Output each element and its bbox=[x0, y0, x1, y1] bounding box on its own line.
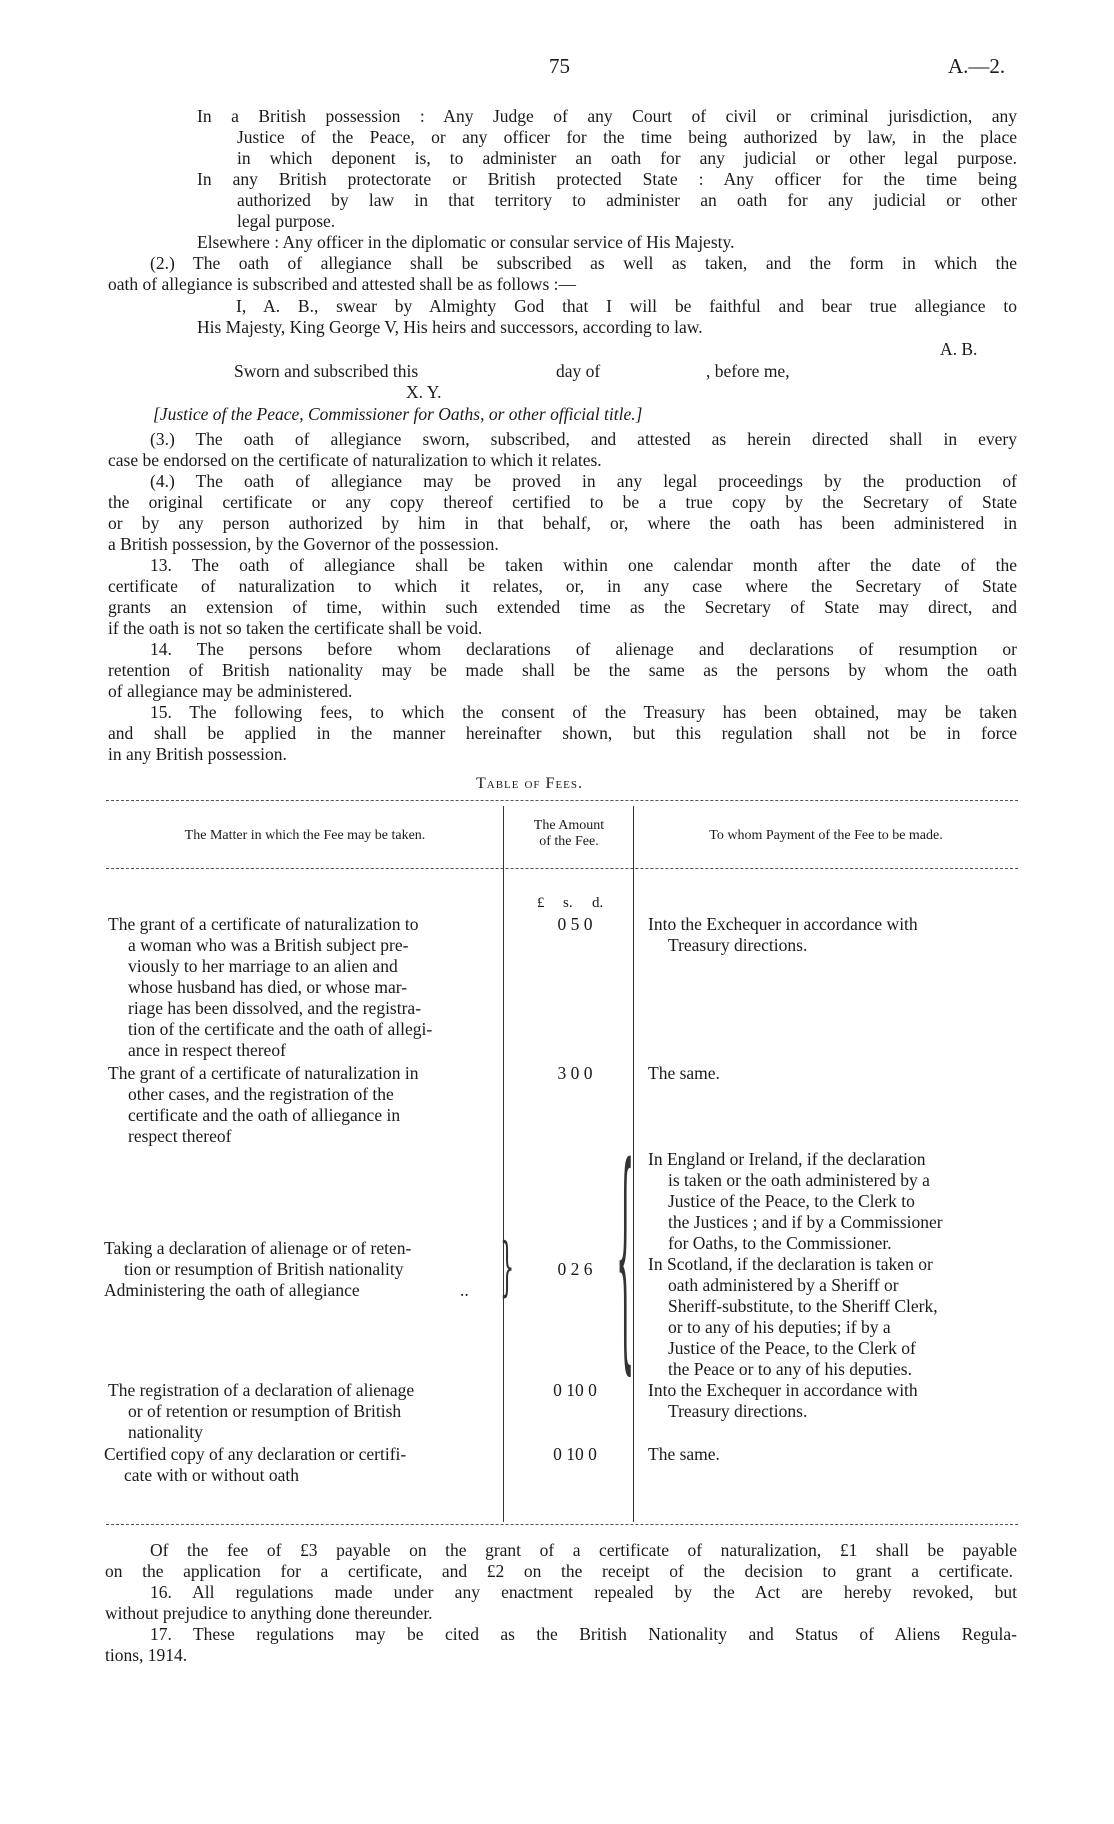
cell-line: the Peace or to any of his deputies. bbox=[668, 1359, 912, 1379]
cell-line: In Scotland, if the declaration is taken or bbox=[648, 1254, 933, 1274]
text-line: grants an extension of time, within such extended time as the Secretary of State may direct, and bbox=[108, 597, 1017, 617]
table-row-payment bbox=[648, 1149, 943, 1380]
document-reference: A.—2. bbox=[948, 54, 1006, 78]
table-row-payment bbox=[648, 914, 918, 956]
header-matter: The Matter in which the Fee may be taken. bbox=[184, 828, 426, 843]
cell-line: The same. bbox=[648, 1063, 720, 1083]
cell-line: certificate and the oath of alliegance in bbox=[128, 1105, 401, 1125]
header-amount-line: The Amount bbox=[533, 818, 605, 833]
table-row-payment bbox=[648, 1063, 720, 1084]
text-line: or by any person authorized by him in that behalf, or, where the oath has been administered in bbox=[108, 513, 1017, 533]
cell-line: oath administered by a Sheriff or bbox=[668, 1275, 899, 1295]
text-line: the original certificate or any copy thereof certified to be a true copy by the Secretary of State bbox=[108, 492, 1017, 512]
page-number: 75 bbox=[549, 54, 570, 78]
left-brace-icon: { bbox=[616, 1115, 635, 1395]
table-row-amount: 0 10 0 bbox=[553, 1444, 597, 1464]
text-line: case be endorsed on the certificate of naturalization to which it relates. bbox=[108, 450, 602, 470]
header-amount bbox=[506, 818, 632, 850]
cell-line: nationality bbox=[128, 1422, 203, 1442]
cell-line: the Justices ; and if by a Commissioner bbox=[668, 1212, 943, 1232]
text-line: Of the fee of £3 payable on the grant of a certificate of naturalization, £1 shall be payable bbox=[150, 1540, 1017, 1560]
text-line: a British possession, by the Governor of the possession. bbox=[108, 534, 499, 554]
text-line: in which deponent is, to administer an oath for any judicial or other legal purpose. bbox=[237, 148, 1017, 168]
table-row-matter bbox=[104, 1444, 406, 1486]
cell-line: other cases, and the registration of the bbox=[128, 1084, 394, 1104]
unit-pence: d. bbox=[592, 895, 604, 911]
text-line: in any British possession. bbox=[108, 744, 287, 764]
table-top-rule bbox=[106, 800, 1018, 801]
cell-line: or of retention or resumption of British bbox=[128, 1401, 402, 1421]
table-row-matter bbox=[104, 1238, 411, 1301]
cell-line: Into the Exchequer in accordance with bbox=[648, 1380, 918, 1400]
cell-line: respect thereof bbox=[128, 1126, 232, 1146]
signature-xy: X. Y. bbox=[406, 382, 442, 402]
text-line: (3.) The oath of allegiance sworn, subscribed, and attested as herein directed shall in every bbox=[150, 429, 1017, 449]
cell-line: viously to her marriage to an alien and bbox=[128, 956, 398, 976]
leader-dots: .. bbox=[460, 1280, 469, 1300]
column-divider bbox=[503, 806, 504, 1522]
text-line: 13. The oath of allegiance shall be taken within one calendar month after the date of the bbox=[150, 555, 1017, 575]
unit-pounds: £ bbox=[537, 895, 545, 911]
text-line: of allegiance may be administered. bbox=[108, 681, 353, 701]
sworn-label: Sworn and subscribed this bbox=[234, 361, 419, 381]
cell-line: Sheriff-substitute, to the Sheriff Clerk, bbox=[668, 1296, 938, 1316]
oath-text-line: His Majesty, King George V, His heirs and successors, according to law. bbox=[197, 317, 703, 337]
text-line: and shall be applied in the manner hereinafter shown, but this regulation shall not be in force bbox=[108, 723, 1017, 743]
cell-line: is taken or the oath administered by a bbox=[668, 1170, 930, 1190]
cell-line: ance in respect thereof bbox=[128, 1040, 286, 1060]
right-brace-icon: } bbox=[500, 1230, 515, 1304]
text-line: Elsewhere : Any officer in the diplomatic or consular service of His Majesty. bbox=[197, 232, 735, 252]
cell-line: tion or resumption of British nationality bbox=[124, 1259, 404, 1279]
text-line: certificate of naturalization to which it relates, or, in any case where the Secretary of State bbox=[108, 576, 1017, 596]
cell-line: Administering the oath of allegiance bbox=[104, 1280, 360, 1300]
text-line: retention of British nationality may be made shall be the same as the persons by whom the oath bbox=[108, 660, 1017, 680]
cell-line: tion of the certificate and the oath of allegi- bbox=[128, 1019, 433, 1039]
text-line: In a British possession : Any Judge of any Court of civil or criminal jurisdiction, any bbox=[197, 106, 1017, 126]
table-row-amount: 3 0 0 bbox=[557, 1063, 593, 1083]
sworn-before-label: , before me, bbox=[706, 361, 790, 381]
text-line: 17. These regulations may be cited as the British Nationality and Status of Aliens Regula- bbox=[150, 1624, 1017, 1644]
cell-line: Certified copy of any declaration or certifi- bbox=[104, 1444, 407, 1464]
text-line: 16. All regulations made under any enactment repealed by the Act are hereby revoked, but bbox=[150, 1582, 1017, 1602]
table-row-matter bbox=[108, 1063, 418, 1147]
table-row-payment bbox=[648, 1380, 918, 1422]
text-line: (4.) The oath of allegiance may be proved in any legal proceedings by the production of bbox=[150, 471, 1017, 491]
cell-line: Justice of the Peace, to the Clerk to bbox=[668, 1191, 915, 1211]
table-row-amount: 0 5 0 bbox=[557, 914, 593, 934]
table-row-amount: 0 10 0 bbox=[553, 1380, 597, 1400]
cell-line: riage has been dissolved, and the registra- bbox=[128, 998, 422, 1018]
text-line: tions, 1914. bbox=[105, 1645, 188, 1665]
text-line: (2.) The oath of allegiance shall be subscribed as well as taken, and the form in which the bbox=[150, 253, 1017, 273]
text-line: without prejudice to anything done thereunder. bbox=[105, 1603, 433, 1623]
table-row-payment bbox=[648, 1444, 720, 1465]
table-bottom-rule bbox=[106, 1524, 1018, 1525]
cell-line: In England or Ireland, if the declaration bbox=[648, 1149, 926, 1169]
cell-line: Justice of the Peace, to the Clerk of bbox=[668, 1338, 916, 1358]
cell-line: a woman who was a British subject pre- bbox=[128, 935, 409, 955]
cell-line: The registration of a declaration of alienage bbox=[108, 1380, 415, 1400]
cell-line: for Oaths, to the Commissioner. bbox=[668, 1233, 892, 1253]
table-title: Table of Fees. bbox=[476, 775, 584, 792]
signature-ab: A. B. bbox=[940, 339, 978, 359]
cell-line: cate with or without oath bbox=[124, 1465, 299, 1485]
table-header-rule bbox=[106, 868, 1018, 869]
text-line: on the application for a certificate, and £2 on the receipt of the decision to grant a certificate. bbox=[105, 1561, 1013, 1581]
text-line: authorized by law in that territory to administer an oath for any judicial or other bbox=[237, 190, 1017, 210]
table-row-amount: 0 2 6 bbox=[557, 1259, 593, 1279]
text-line: legal purpose. bbox=[237, 211, 336, 231]
cell-line: whose husband has died, or whose mar- bbox=[128, 977, 408, 997]
cell-line: The grant of a certificate of naturalization in bbox=[108, 1063, 419, 1083]
header-payment: To whom Payment of the Fee to be made. bbox=[709, 828, 943, 843]
text-line: 15. The following fees, to which the consent of the Treasury has been obtained, may be taken bbox=[150, 702, 1017, 722]
text-line: In any British protectorate or British protected State : Any officer for the time being bbox=[197, 169, 1017, 189]
text-line: 14. The persons before whom declarations of alienage and declarations of resumption or bbox=[150, 639, 1017, 659]
text-line: Justice of the Peace, or any officer for the time being authorized by law, in the place bbox=[237, 127, 1017, 147]
sworn-day-label: day of bbox=[556, 361, 601, 381]
cell-line: Into the Exchequer in accordance with bbox=[648, 914, 918, 934]
header-amount-line: of the Fee. bbox=[539, 834, 599, 849]
cell-line: Taking a declaration of alienage or of reten- bbox=[104, 1238, 412, 1258]
cell-line: The same. bbox=[648, 1444, 720, 1464]
cell-line: Treasury directions. bbox=[668, 935, 808, 955]
cell-line: The grant of a certificate of naturalization to bbox=[108, 914, 419, 934]
cell-line: Treasury directions. bbox=[668, 1401, 808, 1421]
cell-line: or to any of his deputies; if by a bbox=[668, 1317, 891, 1337]
table-row-matter bbox=[108, 914, 432, 1061]
official-title: [Justice of the Peace, Commissioner for Oaths, or other official title.] bbox=[153, 404, 643, 424]
text-line: oath of allegiance is subscribed and attested shall be as follows :— bbox=[108, 274, 576, 294]
table-row-matter bbox=[108, 1380, 414, 1443]
oath-text-line: I, A. B., swear by Almighty God that I will be faithful and bear true allegiance to bbox=[236, 296, 1017, 316]
text-line: if the oath is not so taken the certificate shall be void. bbox=[108, 618, 483, 638]
unit-shillings: s. bbox=[563, 895, 573, 911]
